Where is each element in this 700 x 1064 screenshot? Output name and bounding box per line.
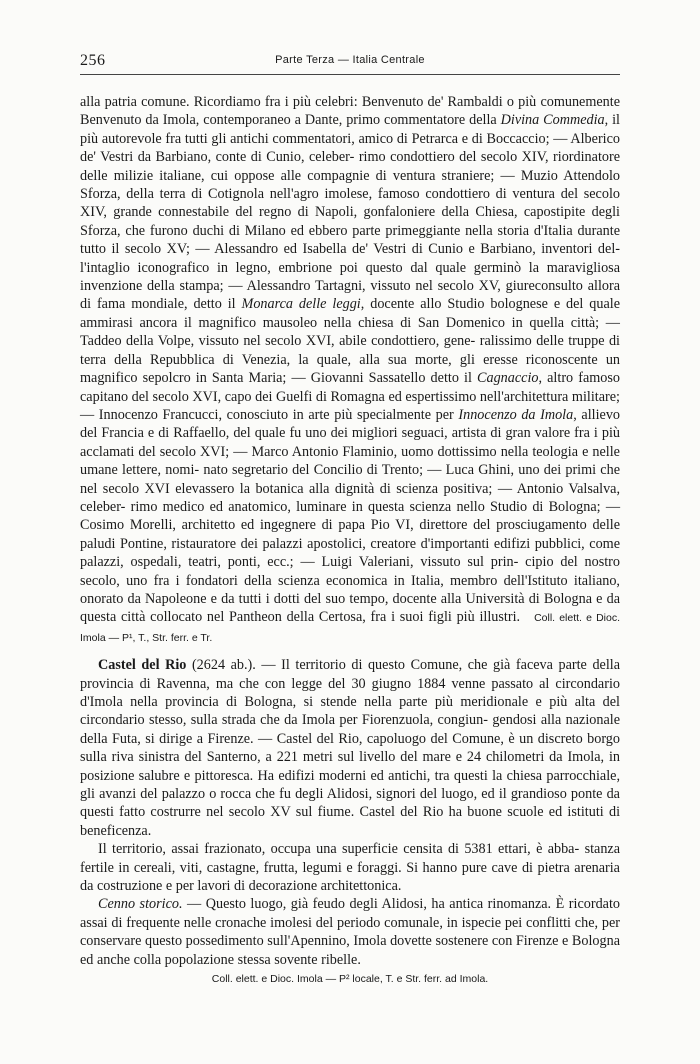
title-monarca-delle-leggi: Monarca delle leggi [241,296,361,313]
text-line: pubblici, come palazzi, ospedali, teatri, ponti, ecc.; — Luigi Valeriani, vissuto sul prin- [80,535,620,571]
text-line: (2624 ab.). — Il territorio di questo Comune, che già faceva parte [186,657,587,674]
text-line: rimo medico ed anatomico, luminare in questa scienza nello Studio di Bologna; — [130,498,621,515]
text-line: ricordato assai di frequente nelle cronache imolesi del periodo comunale, in ispecie [80,896,621,931]
text-line: della [469,112,501,129]
text-line: ed antichi, tra questi la chiesa parrocchiale, gli avanzi del palazzo o rocca che fu [80,767,620,803]
text-line: — Questo luogo, già feudo degli Alidosi, ha antica rinomanza. È [182,896,565,913]
text-line: Università di Bologna e da questa città collocato nel Pantheon della Certosa, fra i suoi [80,590,621,626]
page-body [80,93,620,989]
text-line: degli Alidosi, signori del luogo, ed il grandioso ponte da questi fatto costrurre nel [80,786,620,821]
text-line: della provincia di Ravenna, ma che con legge del 30 giugno 1884 venne passato al [80,657,621,692]
text-line: delle paludi Pontine, ristauratore dei palazzi apostolici, creatore d'importanti edifizi [80,517,621,552]
text-line: duchi di Milano ed ebbero parte primeggiante nella storia d'Italia durante tutto il [80,222,620,258]
text-line: rimo condottiero del secolo XIV, riordinatore delle milizie italiane, cui oppose alle [80,149,621,184]
text-line: , docente allo Studio bolognese [360,296,548,313]
text-line: ed espertissimo nell'architettura militare; — Innocenzo Francucci, conosciuto in arte [80,388,620,423]
text-line: nato segretario del Concilio di Trento; — Luca Ghini, uno dei primi che nel secolo XVI [80,462,621,497]
text-line: elevassero la botanica alla dignità di scienza positiva; — Antonio Valsalva, celeber- [80,480,621,515]
page-number: 256 [80,52,106,69]
paragraph-cenno-storico [80,895,620,969]
text-line: dell'Istituto italiano, onorato da Napoleone e da tutti i dotti del suo tempo, docente alla [80,572,620,607]
text-line: nell'agro imolese, famoso condottiero di ventura del secolo XIV, grande connestabile [80,186,620,221]
text-line: detto il [430,370,478,387]
text-line: cipio del nostro secolo, uno fra i fondatori della scienza economica in Italia, membro [80,554,620,589]
citation-castel-del-rio: Coll. elett. e Dioc. Imola — P² locale, T. e Str. ferr. ad Imola. [211,973,489,986]
text-line: , allievo del Francia e di Raffaello, del quale [80,406,621,442]
label-cenno-storico: Cenno storico. [98,896,183,913]
text-line: — Marco Antonio Flaminio, uomo dottissimo nella teologia e nelle umane lettere, nomi- [80,443,620,479]
text-line: figli più illustri. [428,609,521,626]
text-line: fu uno dei migliori seguaci, artista di gran valore fra i più acclamati del secolo XVI; [80,425,620,460]
text-line: allora di fama mondiale, detto il [80,278,620,313]
text-line: compagnie di ventura straniere; — Muzio Attendolo Sforza, della terra di Cotignola [80,167,621,203]
paragraph-castel-del-rio [80,656,620,840]
paragraph-famous-people [80,93,620,647]
text-line: circondario d'Imola nella provincia di Bologna, si stende nella parte più meridionale [80,675,620,710]
nickname-cagnaccio: Cagnaccio [477,370,539,387]
text-line: ralissimo delle truppe di terra della Repubblica di Venezia, la quale, alla sua morte, [80,333,620,368]
text-line: del mare e 24 chilometri da Imola, in posizione salubre e pittoresca. Ha edifizi moderni [80,749,621,784]
text-line: alla patria comune. Ricordiamo fra i più celebri: Benvenuto de' Rambaldi o più [80,94,537,110]
text-line: del regno di Napoli, gonfaloniere della Chiesa, capostipite degli Sforza, che furono [80,204,621,239]
title-divina-commedia: Divina Commedia [500,112,605,129]
text-line: e più alta del circondario stesso, sulla strada che da Imola per Fiorenzuola, congiun- [80,694,620,729]
text-line: sostenere con Firenze e Bologna ed anche colla popolazione stessa sovente ribelle. [80,933,620,968]
text-line: l'intaglio iconografico in legno, embrione poi questo dal quale germinò la maravigliosa [80,259,620,276]
text-line: gendosi alla nazionale della Futa, si dirige a Firenze. — Castel del Rio, capoluogo del [80,712,621,747]
text-line: , altro famoso capitano del secolo XVI, capo dei Guelfi di Romagna [80,370,621,405]
text-line: Cosimo Morelli, architetto ed ingegnere di papa Pio VI, direttore del prosciugamento [80,517,587,534]
text-line: gli eresse riconoscente un magnifico sepolcro in Santa Maria; — Giovanni Sassatello [80,351,621,387]
citation-imola: Coll. elett. e Dioc. Imola — P¹, T., Str. ferr. e Tr. [80,612,620,644]
text-line: invenzione della stampa; — Alessandro Tartagni, vissuto nel secolo XV, giureconsulto [80,278,583,295]
text-line: secolo XV sul fiume. Castel del Rio ha buone scuole ed istituti di beneficenza. [80,804,621,839]
text-line: pei conflitti che, per conservare questo possedimento sull'Apennino, Imola dovette [80,914,621,950]
page-header [80,52,620,75]
text-line: secolo XV; — Alessandro ed Isabella de' Vestri di Cunio e Barbiano, inventori del- [124,241,620,258]
text-line: Comune, è un discreto borgo sulla riva sinistra del Santerno, a 221 metri sul livello [80,730,620,766]
text-line: Petrarca e di Boccaccio; — Alberico de' Vestri da Barbiano, conte di Cunio, celeber- [80,130,620,166]
heading-castel-del-rio: Castel del Rio [98,657,187,674]
text-line: stanza fertile in cereali, viti, castagne, frutta, legumi e foraggi. Si hanno pure cave [80,841,621,876]
text-line: più specialmente per [334,406,459,423]
text-line: , il più autorevole fra tutti gli antichi commentatori, amico di [80,112,620,147]
text-line: di pietra arenaria da costruzione e per lavori di decorazione architettonica. [80,859,620,895]
nickname-innocenzo-da-imola: Innocenzo da Imola [458,406,574,423]
text-line: Il territorio, assai frazionato, occupa una superficie censita di 5381 ettari, è abba- [98,841,580,858]
text-line: e del quale ammirasi ancora il magnifico mausoleo nella chiesa di San Domenico in [80,296,620,331]
running-head: Parte Terza — Italia Centrale [275,54,425,66]
text-line: quella città; — Taddeo della Volpe, vissuto nel secolo XVI, abile condottiero, gene- [80,314,620,350]
paragraph-territorio [80,840,620,895]
text-line: comunemente Benvenuto da Imola, contemporaneo a Dante, primo commentatore [80,94,621,129]
